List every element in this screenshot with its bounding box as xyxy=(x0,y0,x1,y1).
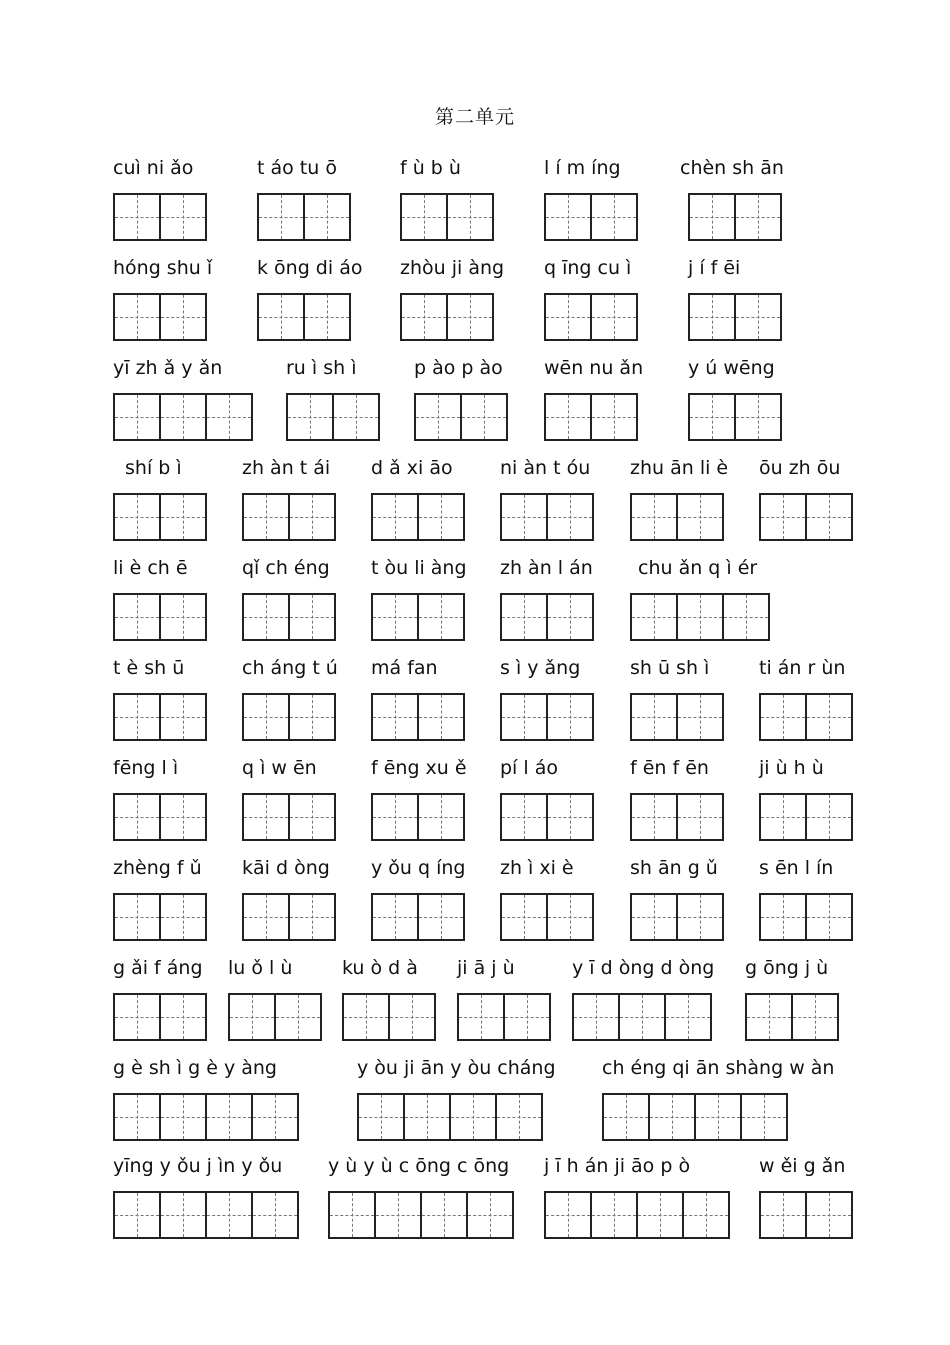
pinyin-label: zhèng f ǔ xyxy=(113,857,202,879)
character-cell[interactable] xyxy=(159,1093,207,1141)
writing-grid xyxy=(113,493,207,541)
character-cell[interactable] xyxy=(630,493,678,541)
pinyin-label: l í m íng xyxy=(544,157,621,179)
character-cell[interactable] xyxy=(228,993,276,1041)
pinyin-label: f ù b ù xyxy=(400,157,461,179)
pinyin-label: y òu ji ān y òu cháng xyxy=(357,1057,556,1079)
writing-grid xyxy=(572,993,712,1041)
character-cell[interactable] xyxy=(495,1093,543,1141)
pinyin-label: t áo tu ō xyxy=(257,157,337,179)
character-cell[interactable] xyxy=(242,893,290,941)
pinyin-label: hóng shu ǐ xyxy=(113,257,213,279)
character-cell[interactable] xyxy=(676,893,724,941)
writing-grid xyxy=(242,793,336,841)
writing-grid xyxy=(113,393,253,441)
pinyin-label: sh ū sh ì xyxy=(630,657,710,679)
pinyin-label: zh ì xi è xyxy=(500,857,574,879)
character-cell[interactable] xyxy=(446,193,494,241)
character-cell[interactable] xyxy=(805,493,853,541)
pinyin-label: q ì w ēn xyxy=(242,757,317,779)
writing-grid xyxy=(371,893,465,941)
character-cell[interactable] xyxy=(630,693,678,741)
pinyin-label: ji ā j ù xyxy=(457,957,515,979)
character-cell[interactable] xyxy=(590,1191,638,1239)
character-cell[interactable] xyxy=(388,993,436,1041)
character-cell[interactable] xyxy=(546,493,594,541)
character-cell[interactable] xyxy=(572,993,620,1041)
writing-grid xyxy=(286,393,380,441)
character-cell[interactable] xyxy=(590,393,638,441)
pinyin-label: s ì y ǎng xyxy=(500,657,581,679)
character-cell[interactable] xyxy=(546,593,594,641)
character-cell[interactable] xyxy=(303,293,351,341)
writing-grid xyxy=(113,993,207,1041)
character-cell[interactable] xyxy=(500,693,548,741)
writing-grid xyxy=(242,593,336,641)
character-cell[interactable] xyxy=(288,593,336,641)
character-cell[interactable] xyxy=(205,1093,253,1141)
character-cell[interactable] xyxy=(113,293,161,341)
writing-grid xyxy=(759,693,853,741)
pinyin-label: s ēn l ín xyxy=(759,857,834,879)
character-cell[interactable] xyxy=(159,993,207,1041)
character-cell[interactable] xyxy=(457,993,505,1041)
character-cell[interactable] xyxy=(159,1191,207,1239)
writing-grid xyxy=(688,293,782,341)
character-cell[interactable] xyxy=(400,193,448,241)
character-cell[interactable] xyxy=(113,593,161,641)
character-cell[interactable] xyxy=(113,1191,161,1239)
character-cell[interactable] xyxy=(288,893,336,941)
character-cell[interactable] xyxy=(688,393,736,441)
writing-grid xyxy=(630,593,770,641)
worksheet-row xyxy=(0,1055,950,1155)
character-cell[interactable] xyxy=(722,593,770,641)
character-cell[interactable] xyxy=(288,793,336,841)
worksheet-row xyxy=(0,455,950,555)
character-cell[interactable] xyxy=(159,293,207,341)
character-cell[interactable] xyxy=(242,593,290,641)
character-cell[interactable] xyxy=(113,393,161,441)
writing-grid xyxy=(745,993,839,1041)
writing-grid xyxy=(544,193,638,241)
pinyin-label: ti án r ùn xyxy=(759,657,846,679)
pinyin-label: li è ch ē xyxy=(113,557,188,579)
character-cell[interactable] xyxy=(113,1093,161,1141)
character-cell[interactable] xyxy=(159,393,207,441)
worksheet-row xyxy=(0,655,950,755)
writing-grid xyxy=(759,793,853,841)
writing-grid xyxy=(400,293,494,341)
pinyin-label: zhòu ji àng xyxy=(400,257,505,279)
character-cell[interactable] xyxy=(449,1093,497,1141)
character-cell[interactable] xyxy=(460,393,508,441)
pinyin-label: shí b ì xyxy=(125,457,182,479)
character-cell[interactable] xyxy=(791,993,839,1041)
pinyin-label: ni àn t óu xyxy=(500,457,591,479)
pinyin-label: p ào p ào xyxy=(414,357,503,379)
writing-grid xyxy=(500,593,594,641)
writing-grid xyxy=(544,393,638,441)
character-cell[interactable] xyxy=(590,293,638,341)
writing-grid xyxy=(759,893,853,941)
pinyin-label: sh ān g ǔ xyxy=(630,857,718,879)
character-cell[interactable] xyxy=(417,693,465,741)
character-cell[interactable] xyxy=(251,1093,299,1141)
writing-grid xyxy=(371,593,465,641)
character-cell[interactable] xyxy=(630,593,678,641)
character-cell[interactable] xyxy=(417,593,465,641)
writing-grid xyxy=(630,493,724,541)
character-cell[interactable] xyxy=(688,293,736,341)
writing-grid xyxy=(400,193,494,241)
character-cell[interactable] xyxy=(417,793,465,841)
pinyin-label: zh àn l án xyxy=(500,557,593,579)
writing-grid xyxy=(257,193,351,241)
writing-grid xyxy=(630,693,724,741)
character-cell[interactable] xyxy=(374,1191,422,1239)
writing-grid xyxy=(228,993,322,1041)
writing-grid xyxy=(630,793,724,841)
writing-grid xyxy=(457,993,551,1041)
worksheet-row xyxy=(0,155,950,255)
writing-grid xyxy=(113,1191,299,1239)
character-cell[interactable] xyxy=(636,1191,684,1239)
pinyin-label: cuì ni ǎo xyxy=(113,157,194,179)
character-cell[interactable] xyxy=(590,193,638,241)
pinyin-label: k ōng di áo xyxy=(257,257,363,279)
character-cell[interactable] xyxy=(251,1191,299,1239)
writing-grid xyxy=(113,793,207,841)
character-cell[interactable] xyxy=(546,693,594,741)
writing-grid xyxy=(371,493,465,541)
character-cell[interactable] xyxy=(500,593,548,641)
character-cell[interactable] xyxy=(759,893,807,941)
writing-grid xyxy=(500,693,594,741)
character-cell[interactable] xyxy=(676,693,724,741)
worksheet-row xyxy=(0,755,950,855)
character-cell[interactable] xyxy=(257,193,305,241)
writing-grid xyxy=(602,1093,788,1141)
pinyin-label: g è sh ì g è y àng xyxy=(113,1057,277,1079)
writing-grid xyxy=(257,293,351,341)
pinyin-label: g ǎi f áng xyxy=(113,957,203,979)
writing-grid xyxy=(242,493,336,541)
writing-grid xyxy=(328,1191,514,1239)
pinyin-label: g ōng j ù xyxy=(745,957,829,979)
pinyin-label: ōu zh ōu xyxy=(759,457,841,479)
character-cell[interactable] xyxy=(759,793,807,841)
character-cell[interactable] xyxy=(205,393,253,441)
worksheet-row xyxy=(0,855,950,955)
pinyin-label: chu ǎn q ì ér xyxy=(638,557,758,579)
pinyin-label: pí l áo xyxy=(500,757,558,779)
writing-grid xyxy=(113,693,207,741)
writing-grid xyxy=(500,793,594,841)
character-cell[interactable] xyxy=(420,1191,468,1239)
pinyin-label: wēn nu ǎn xyxy=(544,357,644,379)
writing-grid xyxy=(113,593,207,641)
character-cell[interactable] xyxy=(371,893,419,941)
writing-grid xyxy=(414,393,508,441)
writing-grid xyxy=(630,893,724,941)
character-cell[interactable] xyxy=(113,693,161,741)
pinyin-label: zh àn t ái xyxy=(242,457,331,479)
character-cell[interactable] xyxy=(759,693,807,741)
pinyin-label: y ǒu q íng xyxy=(371,857,466,879)
character-cell[interactable] xyxy=(734,293,782,341)
pinyin-label: j í f ēi xyxy=(688,257,741,279)
character-cell[interactable] xyxy=(257,293,305,341)
writing-grid xyxy=(759,1191,853,1239)
character-cell[interactable] xyxy=(805,693,853,741)
character-cell[interactable] xyxy=(745,993,793,1041)
character-cell[interactable] xyxy=(113,893,161,941)
character-cell[interactable] xyxy=(400,293,448,341)
page-title: 第二单元 xyxy=(434,106,515,128)
character-cell[interactable] xyxy=(602,1093,650,1141)
pinyin-label: j ī h án ji āo p ò xyxy=(544,1155,691,1177)
character-cell[interactable] xyxy=(676,793,724,841)
character-cell[interactable] xyxy=(546,793,594,841)
writing-grid xyxy=(688,193,782,241)
character-cell[interactable] xyxy=(544,193,592,241)
writing-grid xyxy=(500,493,594,541)
writing-grid xyxy=(544,293,638,341)
character-cell[interactable] xyxy=(618,993,666,1041)
pinyin-label: ji ù h ù xyxy=(759,757,824,779)
character-cell[interactable] xyxy=(403,1093,451,1141)
character-cell[interactable] xyxy=(759,493,807,541)
writing-grid xyxy=(357,1093,543,1141)
character-cell[interactable] xyxy=(544,1191,592,1239)
character-cell[interactable] xyxy=(242,793,290,841)
pinyin-label: ru ì sh ì xyxy=(286,357,357,379)
character-cell[interactable] xyxy=(630,893,678,941)
character-cell[interactable] xyxy=(446,293,494,341)
character-cell[interactable] xyxy=(664,993,712,1041)
character-cell[interactable] xyxy=(676,493,724,541)
worksheet-row xyxy=(0,555,950,655)
character-cell[interactable] xyxy=(500,793,548,841)
pinyin-label: ch éng qi ān shàng w àn xyxy=(602,1057,835,1079)
character-cell[interactable] xyxy=(503,993,551,1041)
character-cell[interactable] xyxy=(371,593,419,641)
character-cell[interactable] xyxy=(734,393,782,441)
pinyin-label: ku ò d à xyxy=(342,957,418,979)
character-cell[interactable] xyxy=(417,893,465,941)
writing-grid xyxy=(113,193,207,241)
character-cell[interactable] xyxy=(159,593,207,641)
character-cell[interactable] xyxy=(342,993,390,1041)
character-cell[interactable] xyxy=(159,493,207,541)
character-cell[interactable] xyxy=(328,1191,376,1239)
character-cell[interactable] xyxy=(500,493,548,541)
pinyin-label: t è sh ū xyxy=(113,657,185,679)
character-cell[interactable] xyxy=(113,493,161,541)
character-cell[interactable] xyxy=(159,693,207,741)
character-cell[interactable] xyxy=(759,1191,807,1239)
character-cell[interactable] xyxy=(544,393,592,441)
character-cell[interactable] xyxy=(805,1191,853,1239)
writing-grid xyxy=(544,1191,730,1239)
character-cell[interactable] xyxy=(205,1191,253,1239)
character-cell[interactable] xyxy=(242,493,290,541)
pinyin-label: qǐ ch éng xyxy=(242,557,330,579)
writing-grid xyxy=(242,893,336,941)
writing-grid xyxy=(113,1093,299,1141)
pinyin-label: w ěi g ǎn xyxy=(759,1155,846,1177)
pinyin-label: d ǎ xi āo xyxy=(371,457,453,479)
character-cell[interactable] xyxy=(648,1093,696,1141)
writing-grid xyxy=(113,893,207,941)
pinyin-label: t òu li àng xyxy=(371,557,467,579)
writing-grid xyxy=(371,793,465,841)
character-cell[interactable] xyxy=(371,493,419,541)
character-cell[interactable] xyxy=(288,693,336,741)
character-cell[interactable] xyxy=(740,1093,788,1141)
pinyin-label: y ú wēng xyxy=(688,357,775,379)
character-cell[interactable] xyxy=(414,393,462,441)
character-cell[interactable] xyxy=(630,793,678,841)
character-cell[interactable] xyxy=(274,993,322,1041)
worksheet-row xyxy=(0,1153,950,1253)
worksheet-row xyxy=(0,955,950,1055)
pinyin-label: q īng cu ì xyxy=(544,257,632,279)
pinyin-label: f ēn f ēn xyxy=(630,757,709,779)
writing-grid xyxy=(759,493,853,541)
pinyin-label: y ù y ù c ōng c ōng xyxy=(328,1155,510,1177)
pinyin-label: chèn sh ān xyxy=(680,157,784,179)
character-cell[interactable] xyxy=(682,1191,730,1239)
character-cell[interactable] xyxy=(417,493,465,541)
pinyin-label: kāi d òng xyxy=(242,857,330,879)
character-cell[interactable] xyxy=(303,193,351,241)
pinyin-label: zhu ān li è xyxy=(630,457,729,479)
writing-grid xyxy=(371,693,465,741)
character-cell[interactable] xyxy=(694,1093,742,1141)
pinyin-label: y ī d òng d òng xyxy=(572,957,715,979)
character-cell[interactable] xyxy=(805,793,853,841)
character-cell[interactable] xyxy=(371,793,419,841)
writing-grid xyxy=(342,993,436,1041)
character-cell[interactable] xyxy=(466,1191,514,1239)
pinyin-label: ch áng t ú xyxy=(242,657,338,679)
character-cell[interactable] xyxy=(159,193,207,241)
writing-grid xyxy=(242,693,336,741)
character-cell[interactable] xyxy=(113,993,161,1041)
character-cell[interactable] xyxy=(113,793,161,841)
character-cell[interactable] xyxy=(500,893,548,941)
character-cell[interactable] xyxy=(734,193,782,241)
pinyin-label: lu ǒ l ù xyxy=(228,957,293,979)
character-cell[interactable] xyxy=(371,693,419,741)
character-cell[interactable] xyxy=(688,193,736,241)
character-cell[interactable] xyxy=(357,1093,405,1141)
character-cell[interactable] xyxy=(332,393,380,441)
character-cell[interactable] xyxy=(676,593,724,641)
worksheet-row xyxy=(0,255,950,355)
pinyin-label: yī zh ǎ y ǎn xyxy=(113,357,223,379)
pinyin-label: fēng l ì xyxy=(113,757,179,779)
worksheet-row xyxy=(0,355,950,455)
character-cell[interactable] xyxy=(159,893,207,941)
writing-grid xyxy=(688,393,782,441)
pinyin-label: yīng y ǒu j ìn y ǒu xyxy=(113,1155,283,1177)
pinyin-label: má fan xyxy=(371,657,438,679)
character-cell[interactable] xyxy=(805,893,853,941)
writing-grid xyxy=(113,293,207,341)
character-cell[interactable] xyxy=(546,893,594,941)
character-cell[interactable] xyxy=(286,393,334,441)
character-cell[interactable] xyxy=(288,493,336,541)
character-cell[interactable] xyxy=(113,193,161,241)
character-cell[interactable] xyxy=(159,793,207,841)
pinyin-label: f ēng xu ě xyxy=(371,757,467,779)
writing-grid xyxy=(500,893,594,941)
character-cell[interactable] xyxy=(544,293,592,341)
character-cell[interactable] xyxy=(242,693,290,741)
